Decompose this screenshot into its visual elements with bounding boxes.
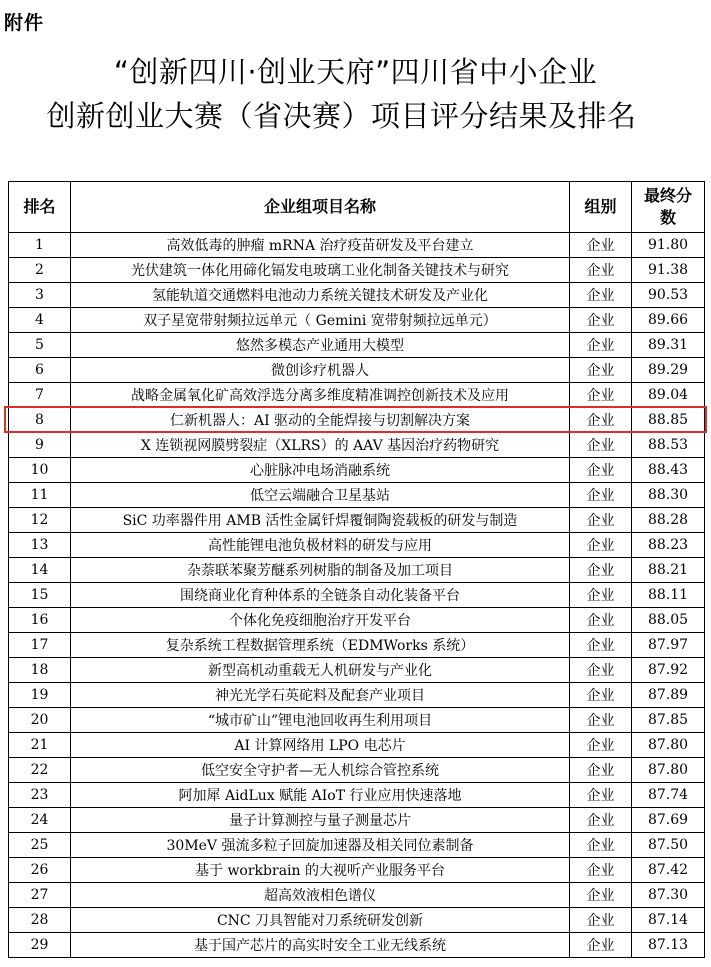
rank-cell: 26	[9, 858, 71, 883]
score-cell: 91.38	[632, 258, 705, 283]
score-cell: 88.21	[632, 558, 705, 583]
table-row	[9, 783, 705, 808]
group-cell: 企业	[570, 383, 632, 408]
project-name-cell: 杂萘联苯聚芳醚系列树脂的制备及加工项目	[71, 558, 570, 583]
group-cell: 企业	[570, 733, 632, 758]
project-name-cell: CNC 刀具智能对刀系统研发创新	[71, 908, 570, 933]
group-cell: 企业	[570, 658, 632, 683]
group-cell: 企业	[570, 358, 632, 383]
table-row	[9, 358, 705, 383]
score-cell: 87.50	[632, 833, 705, 858]
group-cell: 企业	[570, 283, 632, 308]
score-cell: 88.53	[632, 433, 705, 458]
score-cell: 87.74	[632, 783, 705, 808]
group-cell: 企业	[570, 883, 632, 908]
table-row	[9, 583, 705, 608]
project-name-cell: 心脏脉冲电场消融系统	[71, 458, 570, 483]
document-title-line-2: 创新创业大赛（省决赛）项目评分结果及排名	[46, 99, 637, 133]
score-cell: 87.13	[632, 933, 705, 958]
table-row	[9, 633, 705, 658]
rank-cell: 13	[9, 533, 71, 558]
score-cell: 87.42	[632, 858, 705, 883]
group-cell: 企业	[570, 683, 632, 708]
rank-cell: 17	[9, 633, 71, 658]
group-cell: 企业	[570, 908, 632, 933]
table-row	[9, 858, 705, 883]
score-cell: 87.80	[632, 733, 705, 758]
score-cell: 87.92	[632, 658, 705, 683]
table-row	[9, 708, 705, 733]
group-cell: 企业	[570, 833, 632, 858]
project-name-cell: 个体化免疫细胞治疗开发平台	[71, 608, 570, 633]
project-name-cell: 围绕商业化育种体系的全链条自动化装备平台	[71, 583, 570, 608]
project-name-cell: 高效低毒的肿瘤 mRNA 治疗疫苗研发及平台建立	[71, 233, 570, 258]
score-cell: 87.69	[632, 808, 705, 833]
group-cell: 企业	[570, 758, 632, 783]
header-final-score	[632, 182, 705, 233]
score-cell: 88.23	[632, 533, 705, 558]
score-cell: 90.53	[632, 283, 705, 308]
score-cell: 88.85	[632, 408, 705, 433]
score-cell: 88.11	[632, 583, 705, 608]
project-name-cell: “城市矿山”锂电池回收再生利用项目	[71, 708, 570, 733]
table-row	[9, 308, 705, 333]
project-name-cell: SiC 功率器件用 AMB 活性金属钎焊覆铜陶瓷载板的研发与制造	[71, 508, 570, 533]
group-cell: 企业	[570, 708, 632, 733]
rank-cell: 29	[9, 933, 71, 958]
table-row	[9, 933, 705, 958]
project-name-cell: 仁新机器人：AI 驱动的全能焊接与切割解决方案	[71, 408, 570, 433]
score-cell: 87.89	[632, 683, 705, 708]
rank-cell: 2	[9, 258, 71, 283]
group-cell: 企业	[570, 858, 632, 883]
rank-cell: 1	[9, 233, 71, 258]
project-name-cell: 阿加犀 AidLux 赋能 AIoT 行业应用快速落地	[71, 783, 570, 808]
group-cell: 企业	[570, 933, 632, 958]
group-cell: 企业	[570, 258, 632, 283]
table-row	[9, 333, 705, 358]
group-cell: 企业	[570, 533, 632, 558]
project-name-cell: 氢能轨道交通燃料电池动力系统关键技术研发及产业化	[71, 283, 570, 308]
project-name-cell: 悠然多模态产业通用大模型	[71, 333, 570, 358]
header-final-score-line-2: 数	[659, 208, 676, 227]
table-row	[9, 908, 705, 933]
table-row	[9, 658, 705, 683]
table-header-row	[9, 182, 705, 233]
group-cell: 企业	[570, 308, 632, 333]
table-row	[9, 508, 705, 533]
rank-cell: 9	[9, 433, 71, 458]
project-name-cell: 神光光学石英砣料及配套产业项目	[71, 683, 570, 708]
rank-cell: 4	[9, 308, 71, 333]
project-name-cell: 战略金属氧化矿高效浮选分离多维度精准调控创新技术及应用	[71, 383, 570, 408]
group-cell: 企业	[570, 583, 632, 608]
rank-cell: 6	[9, 358, 71, 383]
table-row	[9, 808, 705, 833]
rank-cell: 25	[9, 833, 71, 858]
table-row	[9, 483, 705, 508]
table-row	[9, 283, 705, 308]
attachment-label: 附件	[4, 12, 45, 34]
header-final-score-line-1: 最终分	[643, 186, 692, 205]
table-row	[9, 833, 705, 858]
table-row	[9, 608, 705, 633]
table-row	[9, 433, 705, 458]
score-cell: 89.66	[632, 308, 705, 333]
table-row	[9, 533, 705, 558]
table-body	[9, 233, 705, 958]
header-group: 组别	[570, 182, 632, 233]
project-name-cell: 微创诊疗机器人	[71, 358, 570, 383]
rank-cell: 7	[9, 383, 71, 408]
project-name-cell: X 连锁视网膜劈裂症（XLRS）的 AAV 基因治疗药物研究	[71, 433, 570, 458]
rank-cell: 12	[9, 508, 71, 533]
table-row	[9, 383, 705, 408]
rank-cell: 3	[9, 283, 71, 308]
score-cell: 88.43	[632, 458, 705, 483]
group-cell: 企业	[570, 333, 632, 358]
group-cell: 企业	[570, 608, 632, 633]
rank-cell: 5	[9, 333, 71, 358]
score-cell: 88.30	[632, 483, 705, 508]
rank-cell: 20	[9, 708, 71, 733]
group-cell: 企业	[570, 233, 632, 258]
rank-cell: 8	[9, 408, 71, 433]
group-cell: 企业	[570, 633, 632, 658]
score-cell: 89.29	[632, 358, 705, 383]
table-row	[9, 458, 705, 483]
project-name-cell: 新型高机动重载无人机研发与产业化	[71, 658, 570, 683]
score-cell: 88.05	[632, 608, 705, 633]
table-row	[9, 558, 705, 583]
score-cell: 87.80	[632, 758, 705, 783]
table-row	[9, 758, 705, 783]
table-row	[9, 733, 705, 758]
project-name-cell: 低空安全守护者—无人机综合管控系统	[71, 758, 570, 783]
project-name-cell: 30MeV 强流多粒子回旋加速器及相关同位素制备	[71, 833, 570, 858]
project-name-cell: 低空云端融合卫星基站	[71, 483, 570, 508]
group-cell: 企业	[570, 783, 632, 808]
score-cell: 88.28	[632, 508, 705, 533]
project-name-cell: 超高效液相色谱仪	[71, 883, 570, 908]
rank-cell: 10	[9, 458, 71, 483]
group-cell: 企业	[570, 808, 632, 833]
group-cell: 企业	[570, 433, 632, 458]
table-row	[9, 683, 705, 708]
project-name-cell: 量子计算测控与量子测量芯片	[71, 808, 570, 833]
score-cell: 91.80	[632, 233, 705, 258]
group-cell: 企业	[570, 458, 632, 483]
rank-cell: 21	[9, 733, 71, 758]
score-cell: 89.04	[632, 383, 705, 408]
group-cell: 企业	[570, 558, 632, 583]
table-row	[9, 233, 705, 258]
project-name-cell: 复杂系统工程数据管理系统（EDMWorks 系统）	[71, 633, 570, 658]
rank-cell: 19	[9, 683, 71, 708]
project-name-cell: 基于国产芯片的高实时安全工业无线系统	[71, 933, 570, 958]
rank-cell: 22	[9, 758, 71, 783]
table-row	[9, 258, 705, 283]
project-name-cell: 高性能锂电池负极材料的研发与应用	[71, 533, 570, 558]
project-name-cell: AI 计算网络用 LPO 电芯片	[71, 733, 570, 758]
table-row	[9, 408, 705, 433]
header-rank: 排名	[9, 182, 71, 233]
project-name-cell: 光伏建筑一体化用碲化镉发电玻璃工业化制备关键技术与研究	[71, 258, 570, 283]
score-cell: 87.30	[632, 883, 705, 908]
group-cell: 企业	[570, 508, 632, 533]
score-cell: 87.14	[632, 908, 705, 933]
score-cell: 89.31	[632, 333, 705, 358]
rank-cell: 23	[9, 783, 71, 808]
rank-cell: 11	[9, 483, 71, 508]
header-project-name: 企业组项目名称	[71, 182, 570, 233]
table-row	[9, 883, 705, 908]
rank-cell: 28	[9, 908, 71, 933]
document-title-line-1: “创新四川·创业天府”四川省中小企业	[113, 55, 598, 89]
results-table	[8, 181, 705, 958]
rank-cell: 16	[9, 608, 71, 633]
group-cell: 企业	[570, 483, 632, 508]
project-name-cell: 双子星宽带射频拉远单元（ Gemini 宽带射频拉远单元）	[71, 308, 570, 333]
score-cell: 87.85	[632, 708, 705, 733]
rank-cell: 14	[9, 558, 71, 583]
rank-cell: 18	[9, 658, 71, 683]
rank-cell: 24	[9, 808, 71, 833]
project-name-cell: 基于 workbrain 的大视听产业服务平台	[71, 858, 570, 883]
rank-cell: 15	[9, 583, 71, 608]
group-cell: 企业	[570, 408, 632, 433]
score-cell: 87.97	[632, 633, 705, 658]
rank-cell: 27	[9, 883, 71, 908]
